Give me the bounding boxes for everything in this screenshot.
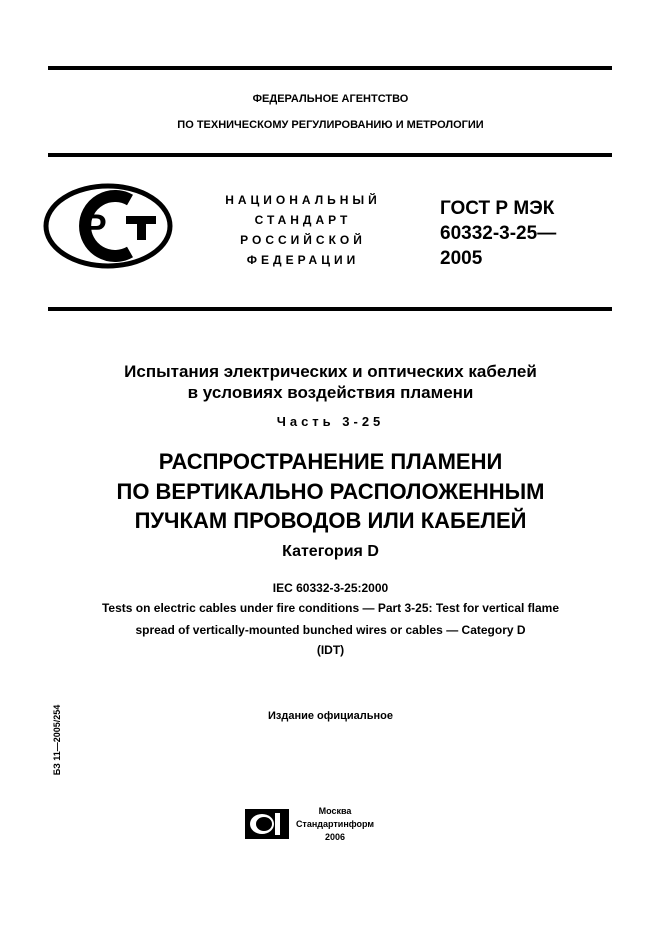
main-title-line3: ПУЧКАМ ПРОВОДОВ ИЛИ КАБЕЛЕЙ (134, 508, 527, 533)
designation-line1: ГОСТ Р МЭК (440, 198, 555, 219)
title-line2: в условиях воздействия пламени (187, 383, 474, 402)
standartinform-logo-icon (245, 805, 289, 839)
ns-line: РОССИЙСКОЙ (240, 233, 366, 247)
publisher-city: Москва (318, 806, 352, 816)
title-rule (48, 307, 612, 311)
agency-line1: ФЕДЕРАЛЬНОЕ АГЕНТСТВО (252, 93, 409, 105)
ns-line: СТАНДАРТ (254, 213, 352, 227)
part-label: Часть 3-25 (276, 414, 385, 429)
designation-line2: 60332-3-25— (440, 223, 557, 244)
edition-label: Издание официальное (267, 710, 394, 722)
top-rule (48, 66, 612, 70)
national-standard-block (205, 190, 401, 270)
ns-line: НАЦИОНАЛЬНЫЙ (225, 193, 381, 207)
main-title-line2: ПО ВЕРТИКАЛЬНО РАСПОЛОЖЕННЫМ (116, 479, 545, 504)
agency-line2: ПО ТЕХНИЧЕСКОМУ РЕГУЛИРОВАНИЮ И МЕТРОЛОГИИ (177, 119, 484, 131)
iec-ref: IEC 60332-3-25:2000 (272, 581, 389, 595)
ns-line: ФЕДЕРАЦИИ (246, 253, 360, 267)
publisher-block (290, 805, 380, 844)
main-title-line1: РАСПРОСТРАНЕНИЕ ПЛАМЕНИ (158, 449, 503, 474)
gost-r-logo-icon (42, 182, 174, 270)
english-title-line2: spread of vertically-mounted bunched wires or cables — Category D (135, 623, 526, 637)
english-title-line1: Tests on electric cables under fire conditions — Part 3-25: Test for vertical flame (101, 601, 560, 615)
designation-line3: 2005 (440, 248, 483, 269)
category: Категория D (282, 543, 379, 560)
svg-text:Р: Р (84, 208, 107, 246)
idt-label: (IDT) (316, 643, 345, 657)
standard-designation (440, 196, 556, 271)
side-note: БЗ 11—2005/254 (52, 704, 62, 776)
title-line1: Испытания электрических и оптических кабелей (124, 362, 537, 381)
header-rule (48, 153, 612, 157)
publisher-name: Стандартинформ (295, 819, 375, 829)
publisher-year: 2006 (324, 832, 346, 842)
